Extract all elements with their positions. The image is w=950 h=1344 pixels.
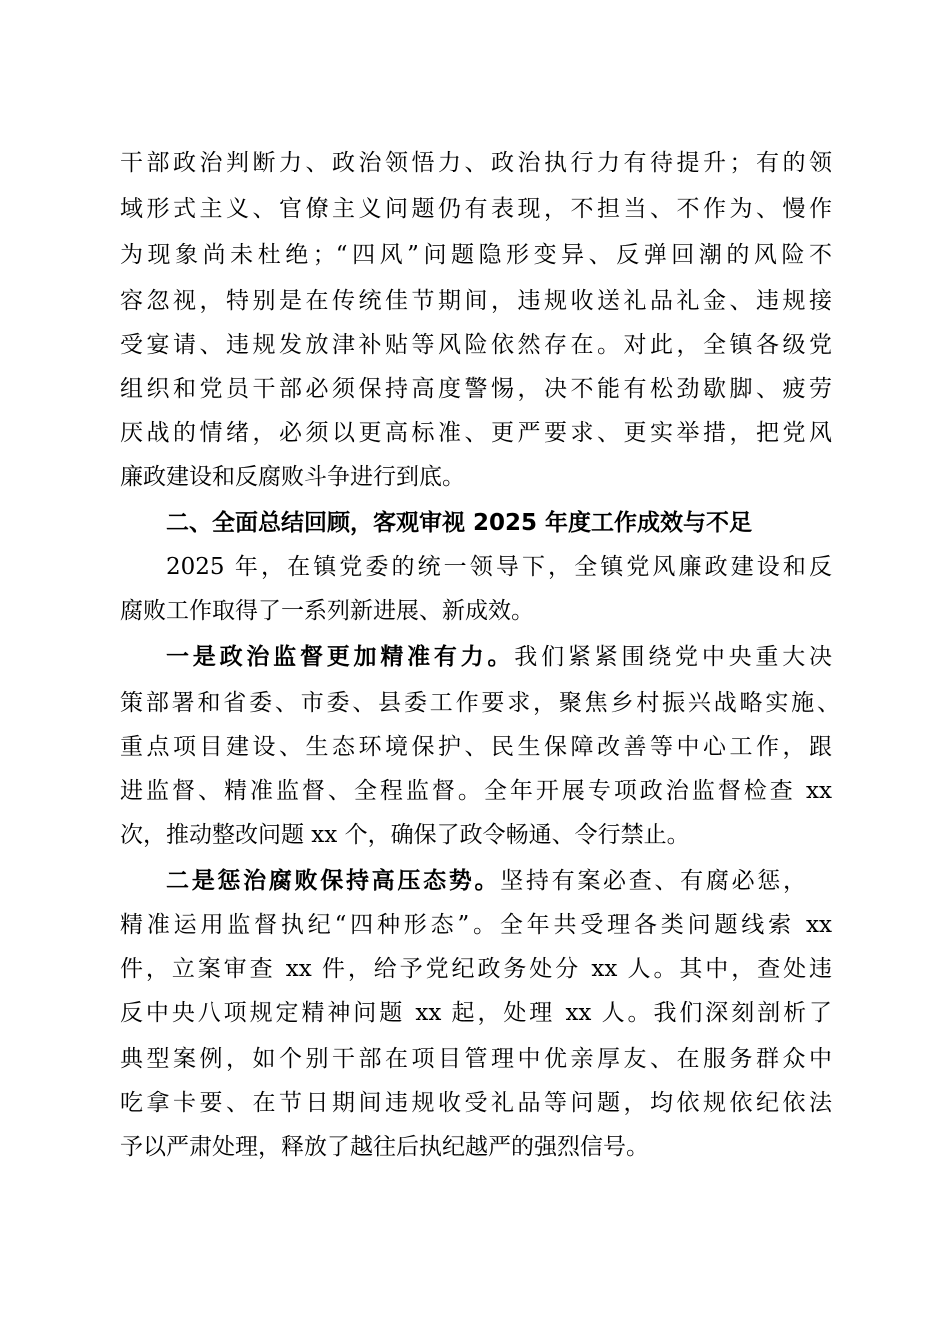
line-text: 域形式主义、官僚主义问题仍有表现，不担当、不作为、慢作 <box>120 196 832 222</box>
body-line <box>120 194 832 224</box>
line-text: 进监督、精准监督、全程监督。全年开展专项政治监督检查 xx <box>120 778 832 804</box>
line-text: 受宴请、违规发放津补贴等风险依然存在。对此，全镇各级党 <box>120 332 832 358</box>
line-text: 腐败工作取得了一系列新进展、新成效。 <box>120 598 534 624</box>
line-text: 次，推动整改问题 xx 个，确保了政令畅通、令行禁止。 <box>120 822 690 848</box>
line-text: 件，立案审查 xx 件，给予党纪政务处分 xx 人。其中，查处违 <box>120 956 832 982</box>
body-line-indent <box>166 552 832 582</box>
body-line-paragraph-end <box>120 820 832 850</box>
body-line <box>120 954 832 984</box>
body-line <box>120 374 832 404</box>
body-line <box>120 688 840 718</box>
body-line <box>120 776 832 806</box>
line-text: 重点项目建设、生态环境保护、民生保障改善等中心工作，跟 <box>120 734 832 760</box>
body-line <box>120 1088 832 1118</box>
line-text: 我们紧紧围绕党中央重大决 <box>514 644 833 670</box>
body-line <box>120 732 832 762</box>
line-text: 吃拿卡要、在节日期间违规收受礼品等问题，均依规依纪依法 <box>120 1090 832 1116</box>
line-text: 反中央八项规定精神问题 xx 起，处理 xx 人。我们深刻剖析了 <box>120 1000 832 1026</box>
body-line <box>120 240 832 270</box>
body-line <box>120 330 832 360</box>
line-text: 精准运用监督执纪“四种形态”。全年共受理各类问题线索 xx <box>120 912 832 938</box>
lead-phrase-bold: 一是政治监督更加精准有力。 <box>166 643 515 670</box>
line-text: 组织和党员干部必须保持高度警惕，决不能有松劲歇脚、疲劳 <box>120 376 832 402</box>
line-text: 容忽视，特别是在传统佳节期间，违规收送礼品礼金、违规接 <box>120 288 832 314</box>
line-text: 策部署和省委、市委、县委工作要求，聚焦乡村振兴战略实施、 <box>120 690 840 716</box>
body-line <box>120 286 832 316</box>
body-line <box>120 1044 832 1074</box>
body-line <box>120 910 832 940</box>
line-text: 坚持有案必查、有腐必惩， <box>500 868 807 894</box>
body-line-paragraph-end <box>120 596 832 626</box>
body-line <box>120 998 832 1028</box>
section-heading <box>166 508 832 538</box>
line-text: 廉政建设和反腐败斗争进行到底。 <box>120 464 465 490</box>
lead-phrase-bold: 二是惩治腐败保持高压态势。 <box>166 867 501 894</box>
line-text: 为现象尚未杜绝；“四风”问题隐形变异、反弹回潮的风险不 <box>120 242 832 268</box>
line-text: 干部政治判断力、政治领悟力、政治执行力有待提升；有的领 <box>120 150 832 176</box>
line-text: 予以严肃处理，释放了越往后执纪越严的强烈信号。 <box>120 1134 649 1160</box>
line-text: 厌战的情绪，必须以更高标准、更严要求、更实举措，把党风 <box>120 420 832 446</box>
heading-text: 二、全面总结回顾，客观审视 2025 年度工作成效与不足 <box>166 510 753 536</box>
body-line-indent <box>166 642 832 672</box>
body-line <box>120 148 832 178</box>
body-line-paragraph-end <box>120 1132 832 1162</box>
body-line-indent <box>166 866 806 896</box>
body-line-paragraph-end <box>120 462 832 492</box>
body-line <box>120 418 832 448</box>
line-text: 典型案例，如个别干部在项目管理中优亲厚友、在服务群众中 <box>120 1046 832 1072</box>
line-text: 2025 年，在镇党委的统一领导下，全镇党风廉政建设和反 <box>166 554 832 580</box>
